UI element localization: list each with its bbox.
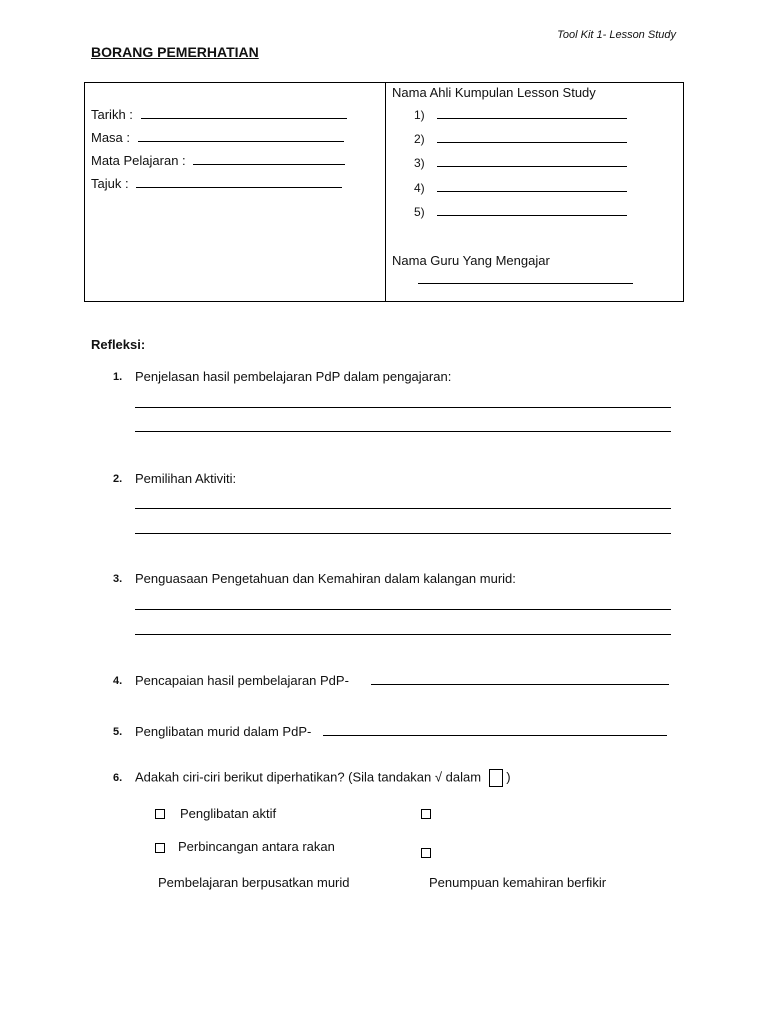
member-3[interactable]: 3): [414, 156, 627, 170]
teacher-line[interactable]: [418, 283, 633, 284]
member-4[interactable]: 4): [414, 181, 627, 195]
q2-number: 2.: [113, 473, 123, 485]
active-label: Penglibatan aktif: [180, 806, 277, 821]
thinking-checkbox[interactable]: [421, 848, 431, 858]
q4-answer-line[interactable]: [371, 684, 669, 685]
topic-line[interactable]: [136, 177, 342, 188]
members-title: Nama Ahli Kumpulan Lesson Study: [392, 85, 596, 100]
q2-answer-line-1[interactable]: [135, 508, 671, 509]
subject-line[interactable]: [193, 154, 345, 165]
q2-answer-line-2[interactable]: [135, 533, 671, 534]
student-centered-label: Pembelajaran berpusatkan murid: [158, 875, 350, 890]
q1-text: Penjelasan hasil pembelajaran PdP dalam pengajaran:: [135, 369, 452, 384]
q6-text: Adakah ciri-ciri berikut diperhatikan? (Sila tandakan √ dalam ): [135, 769, 511, 787]
time-field[interactable]: [91, 130, 344, 145]
q1-number: 1.: [113, 371, 123, 383]
q5-number: 5.: [113, 726, 123, 738]
time-line[interactable]: [138, 131, 344, 142]
info-table: [84, 82, 684, 302]
q6-number: 6.: [113, 772, 123, 784]
q2-text: Pemilihan Aktiviti:: [135, 471, 237, 486]
tick-example-box: [489, 769, 503, 787]
discussion-label: Perbincangan antara rakan: [178, 839, 335, 854]
q4-number: 4.: [113, 675, 123, 687]
q1-answer-line-2[interactable]: [135, 431, 671, 432]
q4-text: Pencapaian hasil pembelajaran PdP-: [135, 673, 349, 688]
date-label: Tarikh :: [91, 107, 133, 122]
member-2[interactable]: 2): [414, 132, 627, 146]
date-line[interactable]: [141, 108, 347, 119]
date-field[interactable]: [91, 107, 347, 122]
header-note: Tool Kit 1- Lesson Study: [557, 29, 676, 41]
thinking-label: Penumpuan kemahiran berfikir: [429, 875, 607, 890]
q5-text: Penglibatan murid dalam PdP-: [135, 724, 312, 739]
discussion-checkbox[interactable]: [155, 843, 165, 853]
time-label: Masa :: [91, 130, 131, 145]
active-checkbox[interactable]: [155, 809, 165, 819]
q3-answer-line-2[interactable]: [135, 634, 671, 635]
q1-answer-line-1[interactable]: [135, 407, 671, 408]
q5-answer-line[interactable]: [323, 735, 667, 736]
topic-field[interactable]: [91, 176, 342, 191]
q3-number: 3.: [113, 573, 123, 585]
q3-text: Penguasaan Pengetahuan dan Kemahiran dalam kalangan murid:: [135, 571, 516, 586]
q3-answer-line-1[interactable]: [135, 609, 671, 610]
subject-label: Mata Pelajaran :: [91, 153, 186, 168]
member-5[interactable]: 5): [414, 205, 627, 219]
member-1[interactable]: 1): [414, 108, 627, 122]
subject-field[interactable]: [91, 153, 345, 168]
topic-label: Tajuk :: [91, 176, 129, 191]
form-title: BORANG PEMERHATIAN: [91, 44, 259, 60]
table-divider: [385, 83, 386, 301]
teacher-label: Nama Guru Yang Mengajar: [392, 253, 550, 268]
student-centered-checkbox[interactable]: [421, 809, 431, 819]
reflection-title: Refleksi:: [91, 337, 146, 352]
